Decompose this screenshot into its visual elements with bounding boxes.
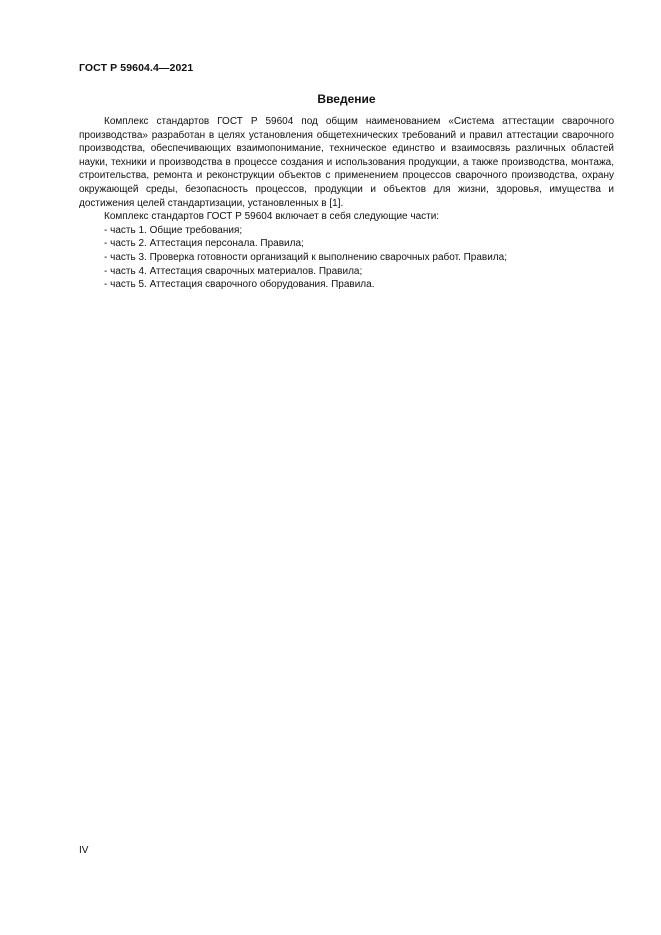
list-item: - часть 2. Аттестация персонала. Правила; xyxy=(104,238,304,250)
list-item: - часть 3. Проверка готовности организаций к выполнению сварочных работ. Правила; xyxy=(104,251,508,263)
parts-list xyxy=(79,224,614,292)
paragraph-intro: Комплекс стандартов ГОСТ Р 59604 под общим наименованием «Система аттестации сварочного производства» разработан в целях установления общетехнических требований и правил аттестации сварочного производства, обеспечивающих взаимопонимание, техническое единство и взаимосвязь различных областей науки, техники и производства в процессе создания и использования продукции, а также производства, монтажа, строительства, ремонта и реконструкции объектов с применением процессов сварочного производства, охрану окружающей среды, безопасность процессов, продукции и объектов для жизни, здоровья, имущества и достижения целей стандартизации, установленных в [1]. xyxy=(79,116,614,209)
page-number: IV xyxy=(79,845,89,856)
paragraph-parts-intro: Комплекс стандартов ГОСТ Р 59604 включает в себя следующие части: xyxy=(104,211,440,223)
section-title: Введение xyxy=(317,92,376,106)
body-text xyxy=(79,115,614,292)
document-number: ГОСТ Р 59604.4—2021 xyxy=(79,62,194,74)
list-item: - часть 4. Аттестация сварочных материалов. Правила; xyxy=(104,265,363,277)
list-item: - часть 5. Аттестация сварочного оборудования. Правила. xyxy=(104,279,375,291)
list-item: - часть 1. Общие требования; xyxy=(104,224,243,236)
